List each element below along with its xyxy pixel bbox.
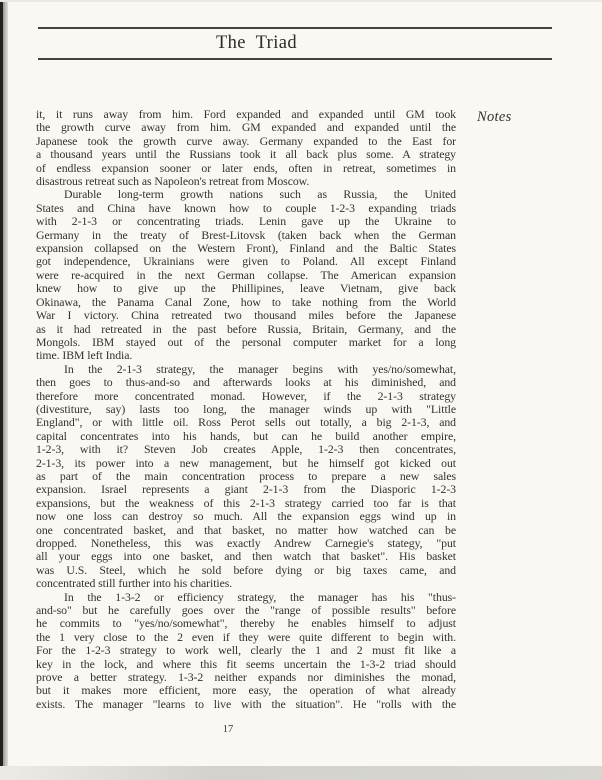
text-line: key in the lock, and where this fit seems uncertain the 1-3-2 triad should — [36, 657, 456, 671]
text-line: War I victory. China retreated two thousand miles before the Japanese — [36, 309, 456, 323]
text-line: was U.S. Steel, which he sold before dying or big taxes came, and — [36, 563, 456, 577]
body-text — [36, 108, 456, 711]
top-edge-shadow — [0, 0, 602, 2]
paragraph — [36, 188, 456, 362]
text-line: therefore more concentrated monad. However, if the 2-1-3 strategy — [36, 389, 456, 403]
text-line: Japanese took the growth curve away. Germany expanded to the East for — [36, 134, 456, 148]
left-edge-gutter — [3, 0, 8, 767]
text-line: all your eggs into one basket, and then watch that basket". His basket — [36, 550, 456, 564]
text-line: got independence, Ukrainians were given to Poland. All except Finland — [36, 255, 456, 269]
text-line: 1-2-3, with it? Steven Job creates Apple, 1-2-3 then concentrates, — [36, 443, 456, 457]
text-line: Okinawa, the Panama Canal Zone, how to take nothing from the World — [36, 295, 456, 309]
text-line: of endless expansion sooner or later ends, often in retreat, sometimes in — [36, 161, 456, 175]
text-line: Mongols. IBM stayed out of the personal computer market for a long — [36, 335, 456, 349]
bottom-edge-shadow — [0, 766, 602, 780]
text-line: knew how to give up the Phillipines, leave Vietnam, give back — [36, 282, 456, 296]
page-title: The Triad — [215, 33, 298, 53]
text-line: were re-acquired in the next German collapse. The American expansion — [36, 268, 456, 282]
text-line: Germany in the treaty of Brest-Litovsk (taken back when the German — [36, 228, 456, 242]
text-line: he commits to "yes/no/somewhat", thereby he enables himself to adjust — [36, 617, 456, 631]
paragraph — [36, 363, 456, 591]
text-line: disastrous retreat such as Napoleon's retreat from Moscow. — [36, 175, 310, 189]
text-line: as it had retreated in the past before Russia, Britain, Germany, and the — [36, 322, 456, 336]
header-rule-bottom — [38, 58, 552, 60]
text-line: States and China have known how to couple 1-2-3 expanding triads — [36, 201, 456, 215]
text-line: the 1 very close to the 2 even if they were quite different to begin with. — [36, 630, 456, 644]
text-line: exists. The manager "learns to live with the situation". He "rolls with the — [36, 697, 456, 711]
text-line: with 2-1-3 or concentrating triads. Lenin gave up the Ukraine to — [36, 215, 456, 229]
page-number: 17 — [222, 724, 234, 735]
text-line: 2-1-3, its power into a new management, but he himself got kicked out — [36, 456, 456, 470]
paragraph — [36, 108, 456, 188]
text-line: one concentrated basket, and that basket, no matter how watched can be — [36, 523, 456, 537]
text-line: For the 1-2-3 strategy to work well, clearly the 1 and 2 must fit like a — [36, 644, 456, 658]
text-line: expansion collapsed on the Western Front), Finland and the Baltic States — [36, 242, 456, 256]
text-line: expansion. Israel represents a giant 2-1-3 from the Diasporic 1-2-3 — [36, 483, 456, 497]
text-line: then goes to thus-and-so and afterwards looks at his diminished, and — [36, 376, 456, 390]
text-line: expansions, but the weakness of this 2-1-3 strategy carried too far is that — [36, 496, 456, 510]
text-line: prove a better strategy. 1-3-2 neither expands nor diminishes the monad, — [36, 671, 456, 685]
text-line: but it makes more efficient, more easy, the operation of what already — [36, 684, 456, 698]
header-rule-top — [38, 27, 552, 29]
text-line: (divestiture, say) lasts too long, the manager winds up with "Little — [36, 402, 456, 416]
text-line: and-so" but he carefully goes over the "range of possible results" before — [36, 604, 456, 618]
text-line: England", or with little oil. Ross Perot sells out totally, a big 2-1-3, and — [36, 416, 456, 430]
text-line: Durable long-term growth nations such as Russia, the United — [64, 188, 456, 202]
text-line: now one loss can destroy so much. All the expansion eggs wind up in — [36, 510, 456, 524]
text-line: as part of the main concentration process to prepare a new sales — [36, 469, 456, 483]
text-line: concentrated still further into his charities. — [36, 577, 233, 591]
text-line: it, it runs away from him. Ford expanded and expanded until GM took — [36, 108, 456, 121]
notes-margin-label: Notes — [477, 109, 512, 125]
text-line: In the 1-3-2 or efficiency strategy, the manager has his "thus- — [64, 590, 456, 604]
text-line: the growth curve away from him. GM expanded and expanded until the — [36, 121, 456, 135]
paragraph — [36, 591, 456, 712]
text-line: capital concentrates into his hands, but can he build another empire, — [36, 429, 456, 443]
text-line: In the 2-1-3 strategy, the manager begins with yes/no/somewhat, — [64, 362, 456, 376]
text-line: time. IBM left India. — [36, 349, 133, 363]
text-line: dropped. Nonetheless, this was exactly Andrew Carnegie's stategy, "put — [36, 537, 456, 550]
text-line: a thousand years until the Russians took it all back plus some. A strategy — [36, 148, 456, 162]
